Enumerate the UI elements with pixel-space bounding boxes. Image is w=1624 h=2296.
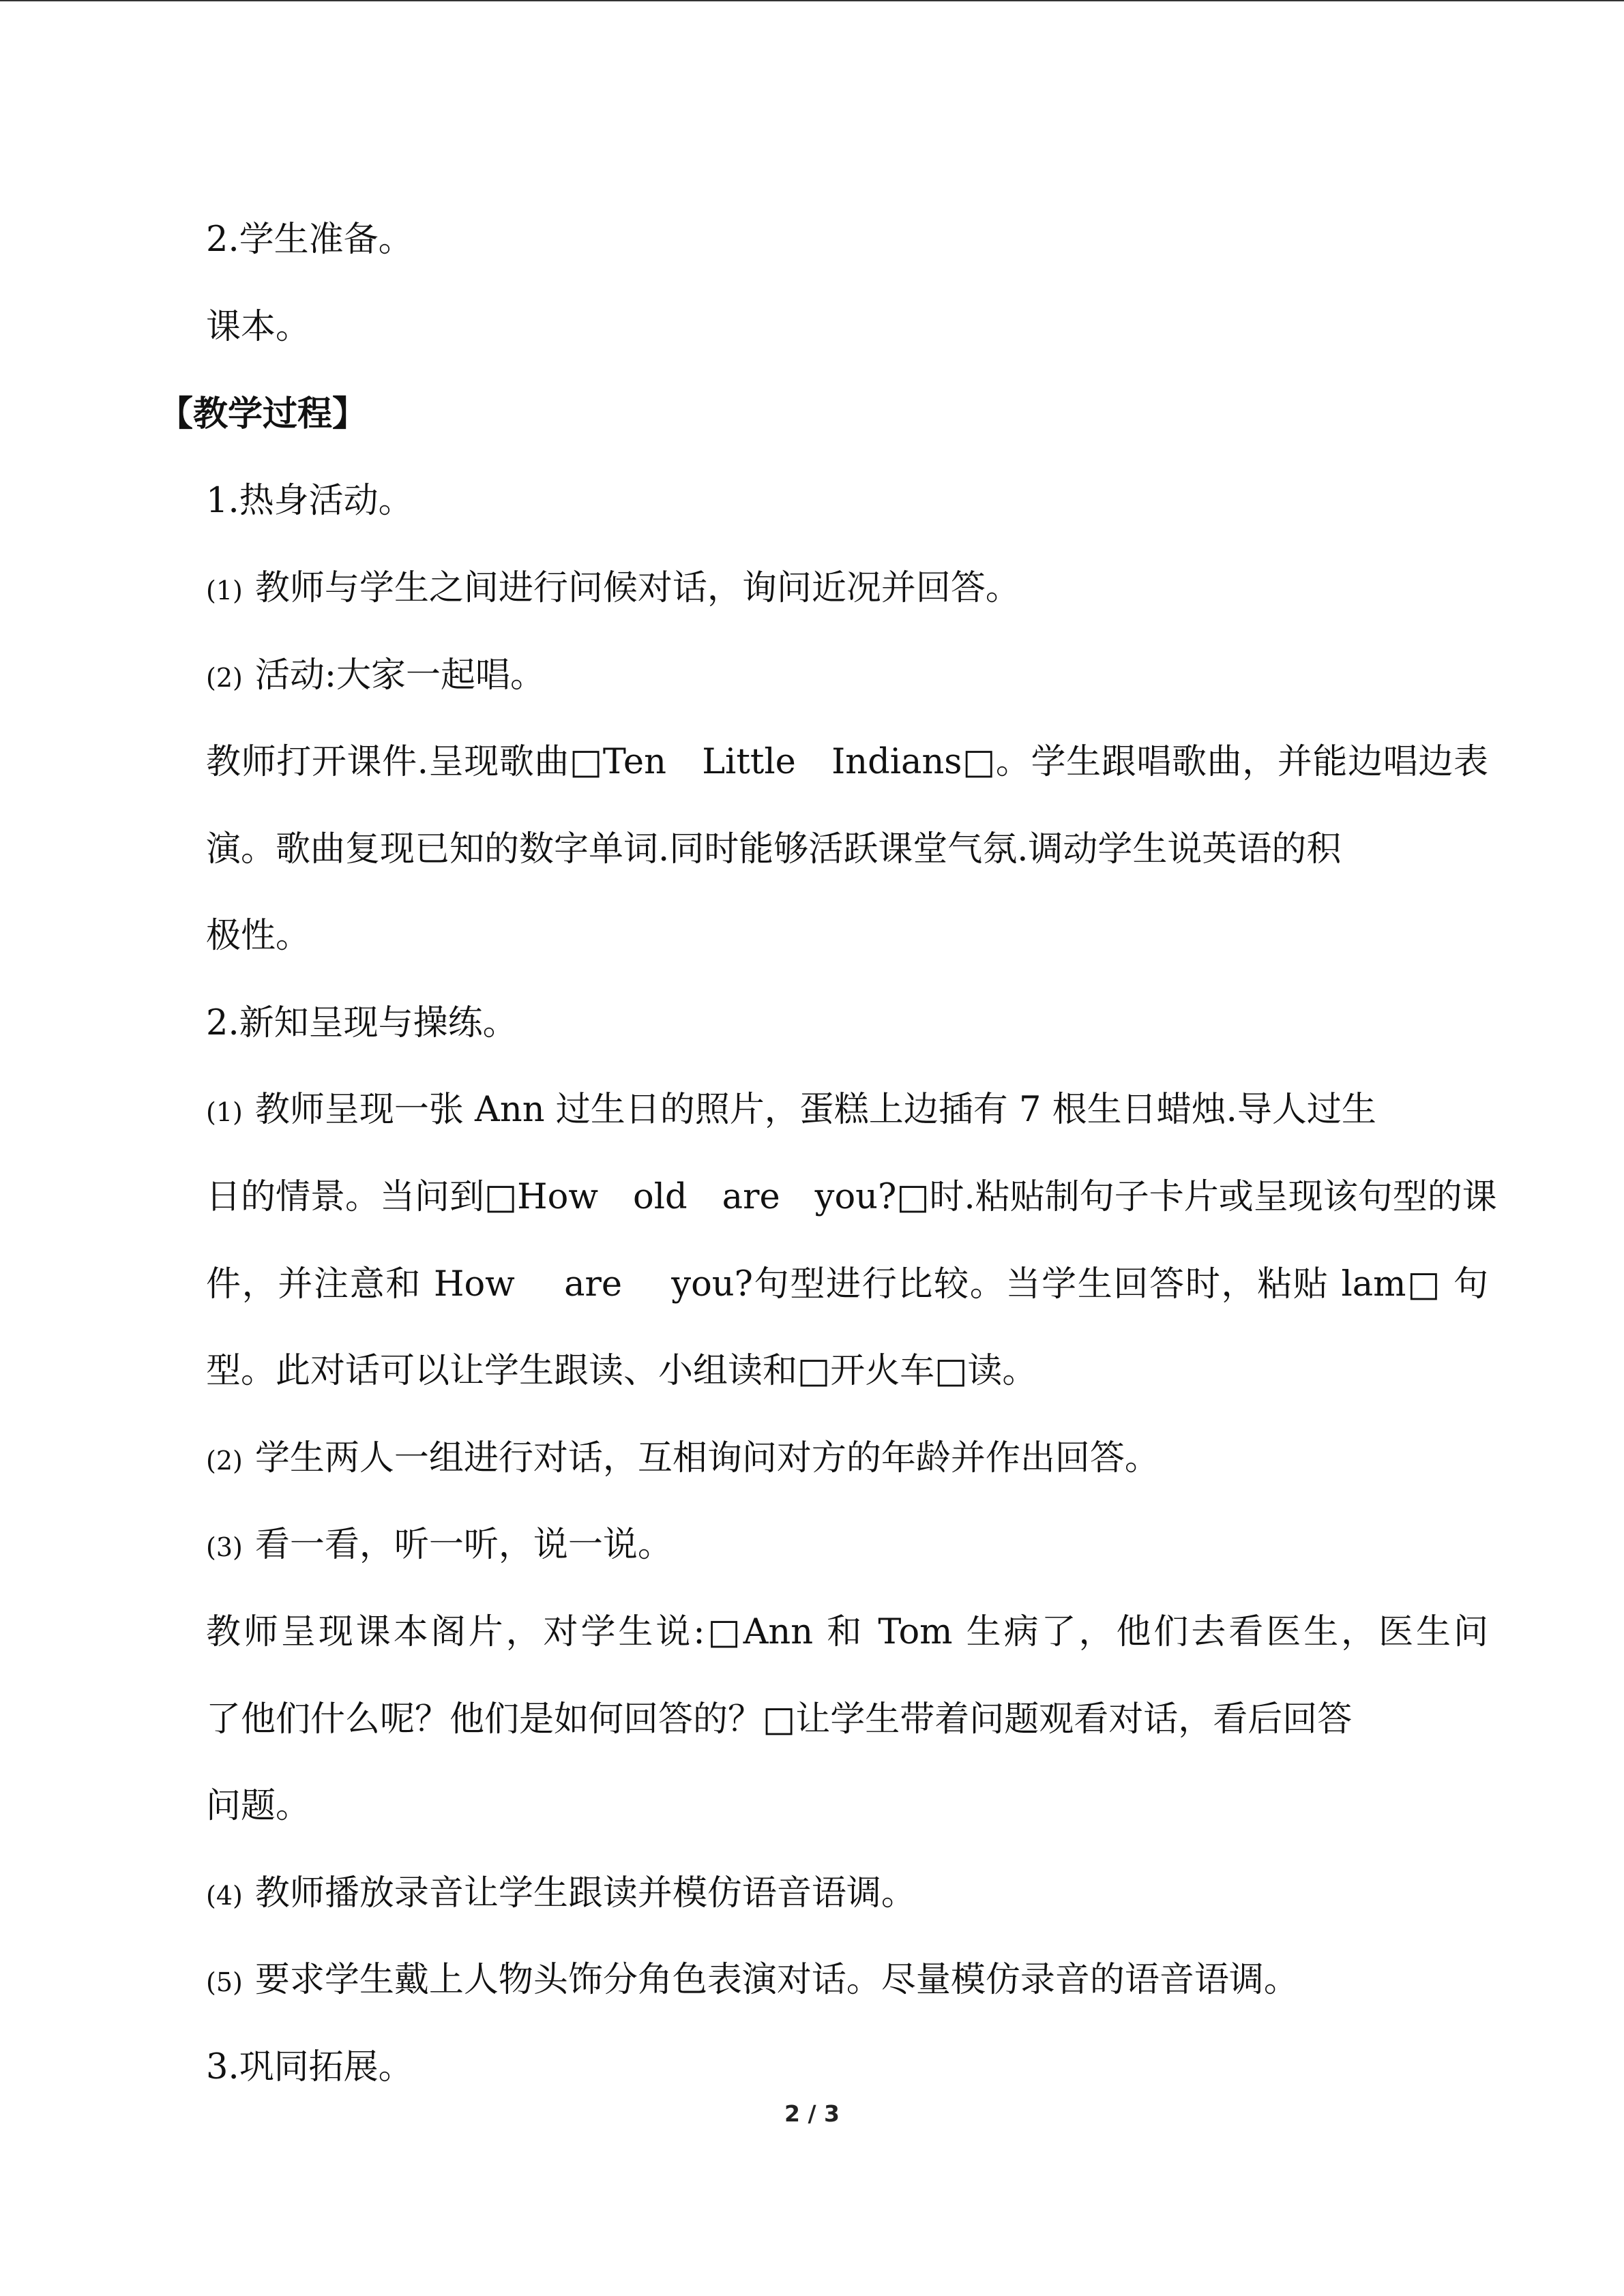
item-text: 教师播放录音让学生跟读并模仿语音语调。 — [254, 1873, 916, 1913]
text-line: 教师打开课件.呈现歌曲□Ten Little Indians□。学生跟唱歌曲，并能边唱边表 — [206, 742, 1488, 782]
item-number: (4) — [206, 1881, 243, 1911]
text-line: 问题。 — [206, 1786, 311, 1826]
item-number: (1) — [206, 576, 243, 606]
section-heading: 【教学过程】 — [158, 393, 368, 434]
item-number: (1) — [206, 1097, 243, 1127]
text-line: 3.巩同拓展。 — [206, 2047, 413, 2087]
numbered-item — [206, 1088, 1488, 1134]
item-text: 教师呈现一张 Ann 过生日的照片，蛋糕上边插有 7 根生日蜡烛.导人过生 — [254, 1090, 1376, 1130]
text-line: 型。此对话可以让学生跟读、小组读和□开火车□读。 — [206, 1351, 1037, 1391]
text-line: 了他们什么呢？他们是如何回答的？□让学生带着问题观看对话，看后回答 — [206, 1699, 1353, 1740]
text-line: 件，并注意和 How are you?句型进行比较。当学生回答时，粘贴 lam□ 句 — [206, 1264, 1488, 1304]
item-number: (2) — [206, 1446, 243, 1476]
numbered-item — [206, 1437, 1488, 1482]
text-line: 2.学生准备。 — [206, 220, 413, 260]
text-line: 极性。 — [206, 916, 311, 956]
item-text: 看一看，听一听，说一说。 — [254, 1525, 673, 1565]
numbered-item — [206, 1872, 1488, 1918]
item-text: 要求学生戴上人物头饰分角色表演对话。尽量模仿录音的语音语调。 — [254, 1960, 1299, 2000]
text-line: 演。歌曲复现已知的数字单词.同时能够活跃课堂气氛.调动学生说英语的积 — [206, 829, 1342, 869]
numbered-item — [206, 654, 1488, 700]
page-number: 2 / 3 — [784, 2100, 840, 2127]
text-line: 2.新知呈现与操练。 — [206, 1003, 518, 1043]
item-number: (3) — [206, 1532, 243, 1562]
numbered-item — [206, 1958, 1488, 2004]
numbered-item — [206, 567, 1488, 612]
item-text: 学生两人一组进行对话，互相询问对方的年龄并作出回答。 — [254, 1438, 1160, 1478]
item-number: (5) — [206, 1967, 243, 1997]
text-line: 教师呈现课本阁片，对学生说:□Ann 和 Tom 生病了，他们去看医生，医生问 — [206, 1612, 1488, 1652]
text-line: 课本。 — [206, 307, 311, 347]
text-line: 日的情景。当问到□How old are you?□时.粘贴制句子卡片或呈现该句型的课 — [206, 1177, 1497, 1217]
numbered-item — [206, 1523, 1488, 1569]
text-line: 1.热身活动。 — [206, 481, 413, 521]
item-text: 活动:大家一起唱。 — [254, 655, 546, 696]
item-number: (2) — [206, 663, 243, 693]
item-text: 教师与学生之间进行问候对话，询问近况并回答。 — [254, 568, 1020, 608]
